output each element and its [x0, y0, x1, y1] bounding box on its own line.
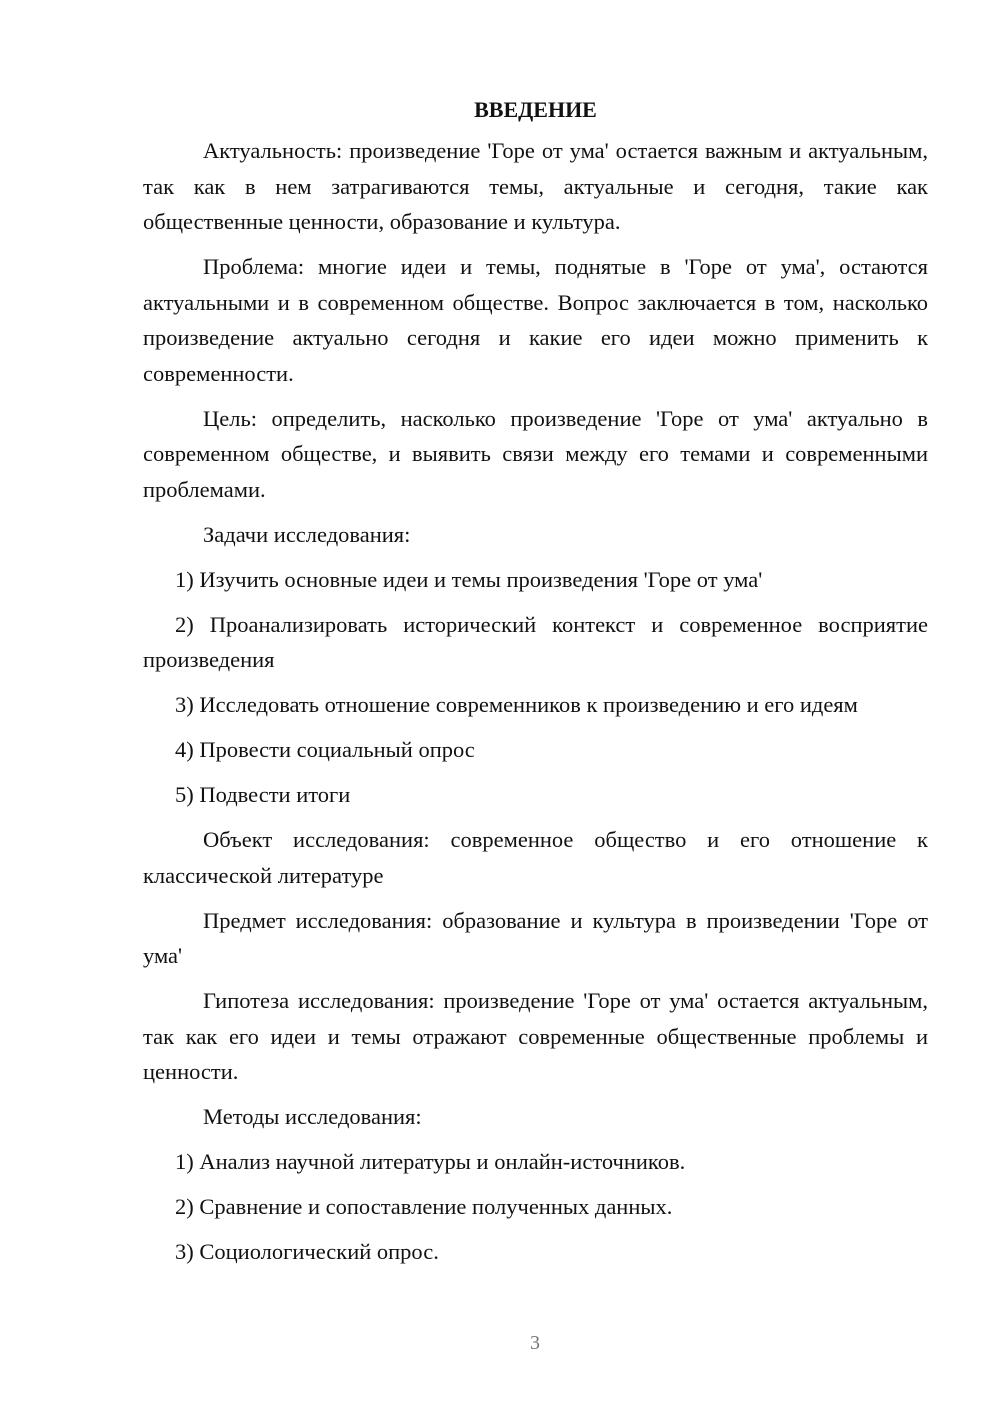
tasks-title: Задачи исследования: [203, 521, 411, 547]
subject-paragraph: Предмет исследования: образование и культура в произведении 'Горе от ума' [143, 907, 928, 968]
hypothesis-paragraph: Гипотеза исследования: произведение 'Горе от ума' остается актуальным, так как его идеи и темы отражают современные общественные проблемы и ценности. [143, 988, 928, 1084]
problem-paragraph: Проблема: многие идеи и темы, поднятые в 'Горе от ума', остаются актуальными и в современном обществе. Вопрос заключается в том, насколько произведение актуально сегодня и какие его идеи можно применить к современности. [143, 254, 928, 386]
task-item-3: 3) Исследовать отношение современников к произведению и его идеям [175, 692, 858, 717]
method-item-2: 2) Сравнение и сопоставление полученных данных. [175, 1194, 673, 1219]
task-item-4: 4) Провести социальный опрос [175, 737, 475, 762]
goal-paragraph: Цель: определить, насколько произведение 'Горе от ума' актуально в современном обществе, и выявить связи между его темами и современными проблемами. [143, 405, 928, 502]
document-page [143, 92, 928, 1279]
task-item-5: 5) Подвести итоги [175, 782, 351, 807]
methods-title: Методы исследования: [203, 1104, 422, 1129]
task-item-2: 2) Проанализировать исторический контекст и современное восприятие произведения [143, 611, 928, 672]
task-item-1: 1) Изучить основные идеи и темы произведения 'Горе от ума' [175, 566, 763, 592]
method-item-3: 3) Социологический опрос. [175, 1239, 439, 1264]
relevance-paragraph: Актуальность: произведение 'Горе от ума' остается важным и актуальным, так как в нем затрагиваются темы, актуальные и сегодня, такие как общественные ценности, образование и культура. [143, 138, 928, 234]
method-item-1: 1) Анализ научной литературы и онлайн-источников. [175, 1149, 686, 1174]
section-heading: ВВЕДЕНИЕ [474, 97, 597, 122]
object-paragraph: Объект исследования: современное общество и его отношение к классической литературе [143, 827, 928, 888]
page-number: 3 [530, 1332, 540, 1354]
